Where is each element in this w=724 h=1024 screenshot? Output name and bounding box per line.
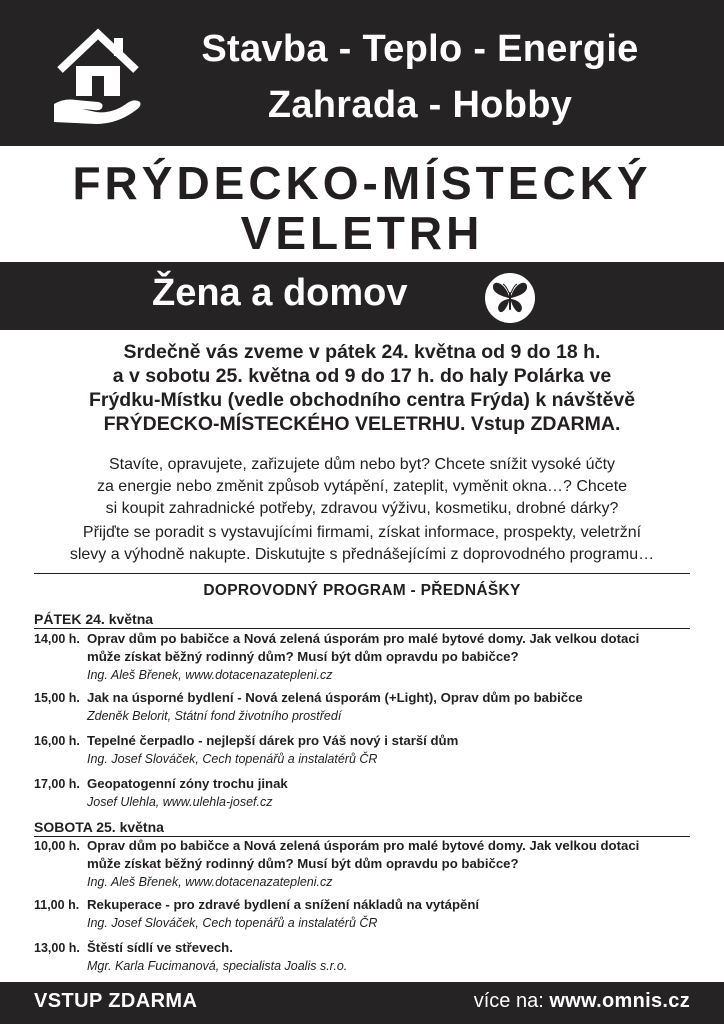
- day-heading-saturday: SOBOTA 25. května: [34, 819, 690, 837]
- talk-topic: může získat běžný rodinný dům? Musí být dům opravdu po babičce?: [87, 856, 519, 871]
- intro-line: Frýdku-Místku (vedle obchodního centra Frýda) k návštěvě: [88, 389, 636, 411]
- talk-item: [34, 775, 694, 811]
- paragraph-line: Přijďte se poradit s vystavujícími firmami, získat informace, prospekty, veletržní: [82, 524, 642, 541]
- talk-time: 17,00 h.: [34, 777, 80, 791]
- talk-topic: Oprav dům po babičce a Nová zelená úsporám pro malé bytové domy. Jak velkou dotaci: [87, 838, 640, 853]
- header-banner: [0, 0, 724, 146]
- footer-website-link[interactable]: www.omnis.cz: [549, 990, 690, 1012]
- talk-item: [34, 732, 694, 768]
- subtitle-text: Žena a domov: [152, 272, 408, 314]
- footer-banner: [0, 982, 724, 1024]
- header-line-2: Zahrada - Hobby: [267, 84, 573, 126]
- talk-time: 14,00 h.: [34, 632, 80, 646]
- paragraph-invite: [22, 522, 702, 566]
- footer-more-info: [474, 990, 690, 1013]
- fair-title-line-1: FRÝDECKO-MÍSTECKÝ: [72, 157, 652, 209]
- paragraph-line: Stavíte, opravujete, zařizujete dům nebo byt? Chcete snížit vysoké účty: [108, 456, 616, 473]
- talk-topic: Rekuperace - pro zdravé bydlení a snížení nákladů na vytápění: [87, 897, 480, 912]
- subtitle-banner: [0, 262, 724, 330]
- talk-speaker: Ing. Josef Slováček, Cech topenářů a instalatérů ČR: [87, 752, 378, 766]
- talk-item: [34, 939, 694, 975]
- talk-item: [34, 837, 694, 891]
- talk-item: [34, 896, 694, 932]
- fair-title-line-2: VELETRH: [240, 207, 484, 259]
- paragraph-line: za energie nebo změnit způsob vytápění, zateplit, vyměnit okna…? Chcete: [96, 478, 628, 495]
- talk-speaker: Josef Ulehla, www.ulehla-josef.cz: [87, 795, 273, 809]
- paragraph-questions: [22, 454, 702, 520]
- talk-topic: Geopatogenní zóny trochu jinak: [87, 776, 288, 791]
- paragraph-line: slevy a výhodně nakupte. Diskutujte s přednášejícími z doprovodného programu…: [69, 546, 655, 563]
- talk-speaker: Mgr. Karla Fucimanová, specialista Joalis s.r.o.: [87, 959, 348, 973]
- talk-topic: Oprav dům po babičce a Nová zelená úsporám pro malé bytové domy. Jak velkou dotaci: [87, 631, 640, 646]
- talk-item: [34, 689, 694, 725]
- talk-time: 15,00 h.: [34, 691, 80, 705]
- intro-line: Srdečně vás zveme v pátek 24. května od 9 do 18 h.: [123, 341, 601, 363]
- talk-time: 11,00 h.: [34, 898, 80, 912]
- talk-speaker: Ing. Josef Slováček, Cech topenářů a instalatérů ČR: [87, 916, 378, 930]
- footer-free-entry: VSTUP ZDARMA: [34, 990, 198, 1012]
- talk-topic: může získat běžný rodinný dům? Musí být dům opravdu po babičce?: [87, 649, 519, 664]
- program-title: DOPROVODNÝ PROGRAM - PŘEDNÁŠKY: [203, 582, 521, 599]
- butterfly-icon: [484, 272, 536, 324]
- intro-line: a v sobotu 25. května od 9 do 17 h. do haly Polárka ve: [112, 365, 612, 387]
- talk-time: 13,00 h.: [34, 941, 80, 955]
- intro-line: FRÝDECKO-MÍSTECKÉHO VELETRHU. Vstup ZDARMA.: [103, 413, 621, 435]
- talk-time: 10,00 h.: [34, 839, 80, 853]
- header-line-1: Stavba - Teplo - Energie: [201, 28, 639, 70]
- talk-topic: Tepelné čerpadlo - nejlepší dárek pro Váš nový i starší dům: [87, 733, 459, 748]
- talk-topic: Štěstí sídlí ve střevech.: [87, 940, 233, 955]
- house-in-hand-icon: [52, 26, 144, 126]
- day-heading-friday: PÁTEK 24. května: [34, 611, 690, 629]
- talk-time: 16,00 h.: [34, 734, 80, 748]
- footer-prefix: více na:: [473, 990, 544, 1012]
- talk-speaker: Zdeněk Belorit, Státní fond životního prostředí: [87, 709, 342, 723]
- paragraph-line: si koupit zahradnické potřeby, zdravou výživu, kosmetiku, drobné dárky?: [105, 500, 619, 517]
- divider: [34, 573, 690, 574]
- talk-speaker: Ing. Aleš Břenek, www.dotacenazatepleni.cz: [87, 875, 333, 889]
- intro-invitation: [20, 340, 704, 436]
- talk-speaker: Ing. Aleš Břenek, www.dotacenazatepleni.cz: [87, 668, 333, 682]
- talk-item: [34, 630, 694, 684]
- talk-topic: Jak na úsporné bydlení - Nová zelená úsporám (+Light), Oprav dům po babičce: [87, 690, 583, 705]
